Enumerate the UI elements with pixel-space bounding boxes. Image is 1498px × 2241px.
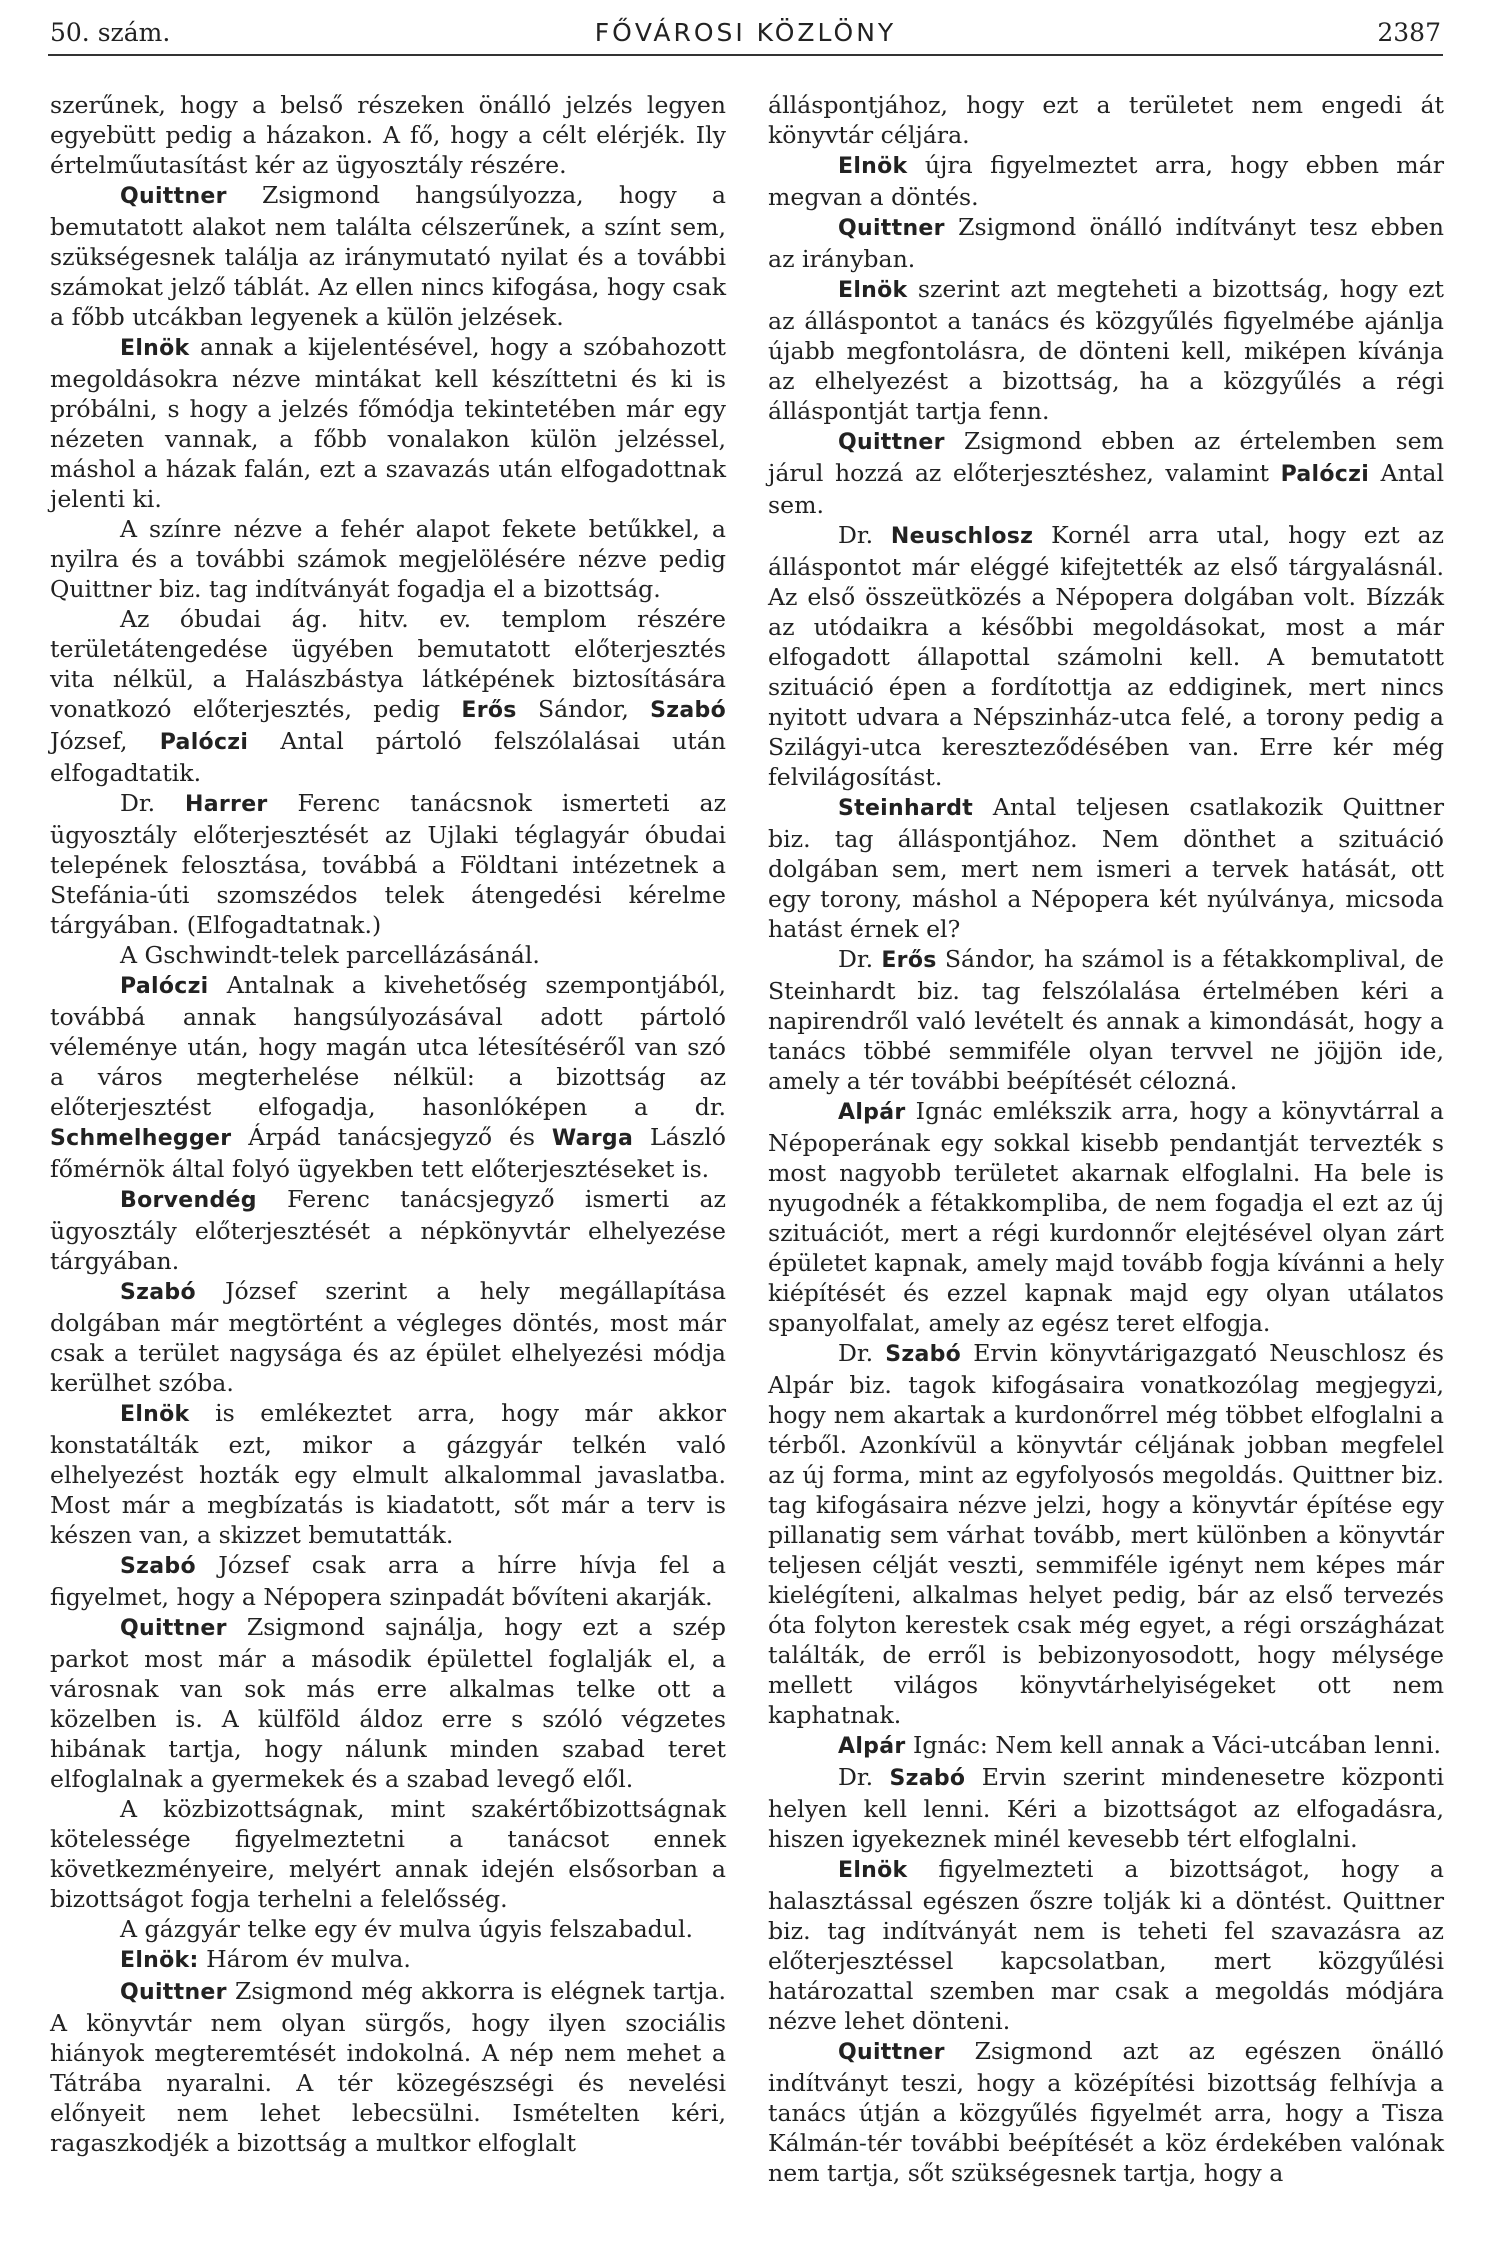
paragraph (768, 274, 1444, 426)
speaker-name: Warga (551, 1126, 634, 1151)
speaker-name: Elnök: (120, 1948, 199, 1973)
text-run: László főmérnök által folyó ügyekben tett előterjesztéseket is. (50, 1123, 726, 1183)
text-run: Zsigmond hangsúlyozza, hogy a bemutatott alakot nem találta célszerűnek, a színt sem, szükségesnek találja az iránymutató nyilat és a további számokat jelző táblát. Az ellen nincs kifogása, hogy csak a főbb utcákban legyenek a külön jelzések. (50, 181, 726, 331)
speaker-name: Szabó (889, 1766, 966, 1791)
text-run: szerűnek, hogy a belső részeken önálló jelzés legyen egyebütt pedig a házakon. A fő, hogy a célt elérjék. Ily értelműutasítást kér az ügyosztály részére. (50, 91, 726, 179)
page-header (48, 10, 1443, 56)
text-run: A közbizottságnak, mint szakértőbizottságnak kötelessége figyelmeztetni a tanácsot ennek következményeire, melyért annak idején elsősorban a bizottságot fogja terhelni a felelősség. (50, 1795, 726, 1913)
text-run: figyelmezteti a bizottságot, hogy a halasztással egészen őszre tolják ki a döntést. Quittner biz. tag indítványát nem is teheti fel szavazásra az előterjesztéssel kapcsolatban, mert közgyűlési határozattal szemben mar csak a megoldás módjára nézve lehet dönteni. (768, 1855, 1444, 2035)
speaker-name: Quittner (120, 1980, 227, 2005)
paragraph (50, 1794, 726, 1914)
paragraph (50, 514, 726, 604)
issue-number: 50. szám. (50, 18, 171, 47)
paragraph (50, 1976, 726, 2158)
speaker-name: Elnök (838, 154, 908, 179)
page-number: 2387 (1377, 18, 1441, 47)
paragraph (50, 970, 726, 1184)
paragraph (50, 1944, 726, 1976)
speaker-name: Neuschlosz (890, 524, 1034, 549)
paragraph (768, 1730, 1444, 1762)
speaker-name: Erős (461, 698, 517, 723)
text-run: Antal pártoló felszólalásai után elfogadtatik. (50, 727, 726, 787)
paragraph (768, 792, 1444, 944)
paragraph (50, 180, 726, 332)
text-run: álláspontjához, hogy ezt a területet nem engedi át könyvtár céljára. (768, 91, 1444, 149)
text-run: Zsigmond ebben az értelemben sem járul hozzá az előterjesztéshez, valamint (768, 427, 1444, 487)
paragraph (768, 426, 1444, 520)
speaker-name: Quittner (838, 216, 945, 241)
publication-title: FŐVÁROSI KÖZLÖNY (594, 18, 897, 47)
speaker-name: Schmelhegger (50, 1126, 232, 1151)
speaker-name: Elnök (120, 336, 190, 361)
speaker-name: Szabó (885, 1342, 962, 1367)
text-run: annak a kijelentésével, hogy a szóbahozott megoldásokra nézve mintákat kell készíttetni és ki is próbálni, s hogy a jelzés főmódja tekintetében már egy nézeten vannak, a főbb vonalakon külön jelzéssel, máshol a házak falán, ezt a szavazás után elfogadottnak jelenti ki. (50, 333, 726, 513)
paragraph (50, 940, 726, 970)
text-run: Dr. (838, 945, 882, 973)
paragraph (50, 604, 726, 788)
paragraph (50, 90, 726, 180)
paragraph (768, 90, 1444, 150)
text-run: Sándor, (516, 695, 651, 723)
speaker-name: Szabó (650, 698, 726, 723)
speaker-name: Alpár (838, 1100, 906, 1125)
text-run: A színre nézve a fehér alapot fekete betűkkel, a nyilra és a további számok megjelölésére nézve pedig Quittner biz. tag indítványát fogadja el a bizottság. (50, 515, 726, 603)
text-run: szerint azt megteheti a bizottság, hogy ezt az álláspontot a tanács és közgyűlés figyelmébe ajánlja újabb megfontolásra, de dönteni kell, miképen kívánja az elhelyezést a bizottság, ha a közgyűlés a régi álláspontját tartja fenn. (768, 275, 1444, 425)
paragraph (768, 520, 1444, 792)
speaker-name: Szabó (120, 1554, 196, 1579)
text-run: Dr. (838, 1763, 890, 1791)
speaker-name: Quittner (838, 2040, 945, 2065)
text-run: Dr. (838, 1339, 886, 1367)
text-run: Zsigmond sajnálja, hogy ezt a szép parkot most már a második épülettel foglalják el, a városnak van sok más erre alkalmas telke ott a közelben is. A külföld áldoz erre s szóló végzetes hibának tartja, hogy nálunk minden szabad teret elfoglalnak a gyermekek és a szabad levegő elől. (50, 1613, 726, 1793)
text-run: Dr. (120, 789, 186, 817)
speaker-name: Palóczi (159, 730, 249, 755)
paragraph (768, 1338, 1444, 1730)
text-run: Antal teljesen csatlakozik Quittner biz. tag álláspontjához. Nem dönthet a szituáció dolgában sem, mert nem ismeri a tervek hatását, ott egy torony, máshol a Népopera két nyúlványa, micsoda hatást érnek el? (768, 793, 1444, 943)
text-run: Ferenc tanácsnok ismerteti az ügyosztály előterjesztését az Ujlaki téglagyár óbudai telepének felosztása, továbbá a Földtani intézetnek a Stefánia-úti szomszédos telek átengedési kérelme tárgyában. (Elfogadtatnak.) (50, 789, 726, 939)
paragraph (768, 1762, 1444, 1854)
text-run: Ervin könyvtárigazgató Neuschlosz és Alpár biz. tagok kifogásaira vonatkozólag megjegyzi, hogy nem akartak a kurdonőrrel még többet elfoglalni a térből. Azonkívül a könyvtár céljának jobban megfelel az új forma, mint az egyfolyosós megoldás. Quittner biz. tag kifogásaira nézve jelzi, hogy a könyvtár építése egy pillanatig sem várhat tovább, mert különben a könyvtár teljesen célját veszti, semmiféle igényt nem képes már kielégíteni, alkalmas helyet pedig, bár az első tervezés óta folyton kerestek csak még egyet, a régi országházat találták, de erről is bebizonyosodott, hogy mélysége mellett világos könyvtárhelyiségeket ott nem kaphatnak. (768, 1339, 1445, 1729)
speaker-name: Palóczi (1280, 462, 1370, 487)
paragraph (50, 1612, 726, 1794)
paragraph (768, 150, 1444, 212)
text-run: Zsigmond még akkorra is elégnek tartja. A könyvtár nem olyan sürgős, hogy ilyen szociális hiányok megteremtését indokolná. A nép nem mehet a Tátrába nyaralni. A tér közegészségi és nevelési előnyeit nem lehet lebecsülni. Ismételten kéri, ragaszkodjék a bizottság a multkor elfoglalt (50, 1977, 726, 2157)
paragraph (768, 944, 1444, 1096)
text-run: Zsigmond azt az egészen önálló indítványt teszi, hogy a középítési bizottság felhívja a tanács útján a közgyűlés figyelmét arra, hogy a Tisza Kálmán-tér további beépítését a köz érdekében valónak nem tartja, sőt szükségesnek tartja, hogy a (768, 2037, 1444, 2187)
text-run: József szerint a hely megállapítása dolgában már megtörtént a végleges döntés, most már csak a terület nagysága és az épület elhelyezési módja kerülhet szóba. (50, 1277, 726, 1397)
text-run: Árpád tanácsjegyző és (231, 1123, 552, 1151)
text-run: József csak arra a hírre hívja fel a figyelmet, hogy a Népopera szinpadát bővíteni akarják. (50, 1551, 726, 1611)
text-run: Dr. (838, 521, 891, 549)
paragraph (768, 212, 1444, 274)
paragraph (50, 1184, 726, 1276)
speaker-name: Quittner (838, 430, 945, 455)
text-run: Három év mulva. (198, 1945, 411, 1973)
speaker-name: Harrer (185, 792, 268, 817)
text-run: Antal sem. (768, 459, 1444, 519)
text-run: Antalnak a kivehetőség szempontjából, továbbá annak hangsúlyozásával adott pártoló véleménye után, hogy magán utca létesítéséről van szó a város megterhelése nélkül: a bizottság az előterjesztést elfogadja, hasonlóképen a dr. (50, 971, 726, 1121)
text-run: is emlékeztet arra, hogy már akkor konstatálták ezt, mikor a gázgyár telkén való elhelyezést hozták egy elmult alkalommal javaslatba. Most már a megbízatás is kiadatott, sőt már a terv is készen van, a skizzet bemutatták. (50, 1399, 726, 1549)
speaker-name: Szabó (120, 1280, 196, 1305)
text-run: A Gschwindt-telek parcellázásánál. (120, 941, 540, 969)
text-run: Sándor, ha számol is a fétakkomplival, de Steinhardt biz. tag felszólalása értelmében kéri a napirendről való levételt és annak a kimondását, hogy a tanács többé semmiféle olyan tervvel ne jöjjön ide, amely a tér további beépítését célozná. (768, 945, 1444, 1095)
speaker-name: Elnök (838, 278, 908, 303)
speaker-name: Steinhardt (838, 796, 974, 821)
text-run: A gázgyár telke egy év mulva úgyis felszabadul. (120, 1915, 694, 1943)
text-run: Az óbudai ág. hitv. ev. templom részére területátengedése ügyében bemutatott előterjesztés vita nélkül, a Halászbástya látképének biztosítására vonatkozó előterjesztés, pedig (50, 605, 726, 723)
speaker-name: Erős (881, 948, 937, 973)
paragraph (50, 788, 726, 940)
text-run: Ervin szerint mindenesetre központi helyen kell lenni. Kéri a bizottságot az elfogadásra, hiszen igyekeznek minél kevesebb tért elfoglalni. (768, 1763, 1444, 1853)
speaker-name: Borvendég (120, 1188, 257, 1213)
paragraph (50, 1914, 726, 1944)
left-column (50, 90, 726, 2158)
text-run: Kornél arra utal, hogy ezt az álláspontot már eléggé kifejtették az első tárgyalásnál. Az első összeütközés a Népopera dolgában volt. Bízzák az utódaikra a későbbi megoldásokat, most a már elfogadott állapottal számolni kell. A bemutatott szituáció épen a fordítottja az eddiginek, mert nincs nyitott udvara a Népszinház-utca felé, a torony pedig a Szilágyi-utca kereszteződésében van. Erre kér még felvilágosítást. (768, 521, 1444, 791)
speaker-name: Quittner (120, 184, 227, 209)
paragraph (50, 1550, 726, 1612)
text-run: Ignác emlékszik arra, hogy a könyvtárral a Népoperának egy sokkal kisebb pendantját tervezték s most nagyobb területet akarnak elfoglalni. Ha bele is nyugodnék a fétakkompliba, de nem fogadja el ezt az új szituációt, mert a régi kurdonnőr elejtésével olyan zárt épületet kapnak, amely majd tovább fogja kívánni a hely kiépítését és ezzel kapnak majd egy olyan utálatos spanyolfalat, amely az egész teret elfogja. (768, 1097, 1444, 1337)
right-column (768, 90, 1444, 2188)
speaker-name: Quittner (120, 1616, 227, 1641)
text-run: Ferenc tanácsjegyző ismerti az ügyosztály előterjesztését a népkönyvtár elhelyezése tárgyában. (50, 1185, 726, 1275)
paragraph (50, 1276, 726, 1398)
paragraph (50, 1398, 726, 1550)
text-run: újra figyelmeztet arra, hogy ebben már megvan a döntés. (768, 151, 1444, 211)
paragraph (50, 332, 726, 514)
paragraph (768, 1096, 1444, 1338)
text-run: József, (50, 727, 160, 755)
text-run: Ignác: Nem kell annak a Váci-utcában lenni. (905, 1731, 1442, 1759)
speaker-name: Alpár (838, 1734, 906, 1759)
paragraph (768, 1854, 1444, 2036)
paragraph (768, 2036, 1444, 2188)
speaker-name: Elnök (120, 1402, 190, 1427)
text-run: Zsigmond önálló indítványt tesz ebben az irányban. (768, 213, 1444, 273)
speaker-name: Elnök (838, 1858, 908, 1883)
speaker-name: Palóczi (120, 974, 209, 999)
